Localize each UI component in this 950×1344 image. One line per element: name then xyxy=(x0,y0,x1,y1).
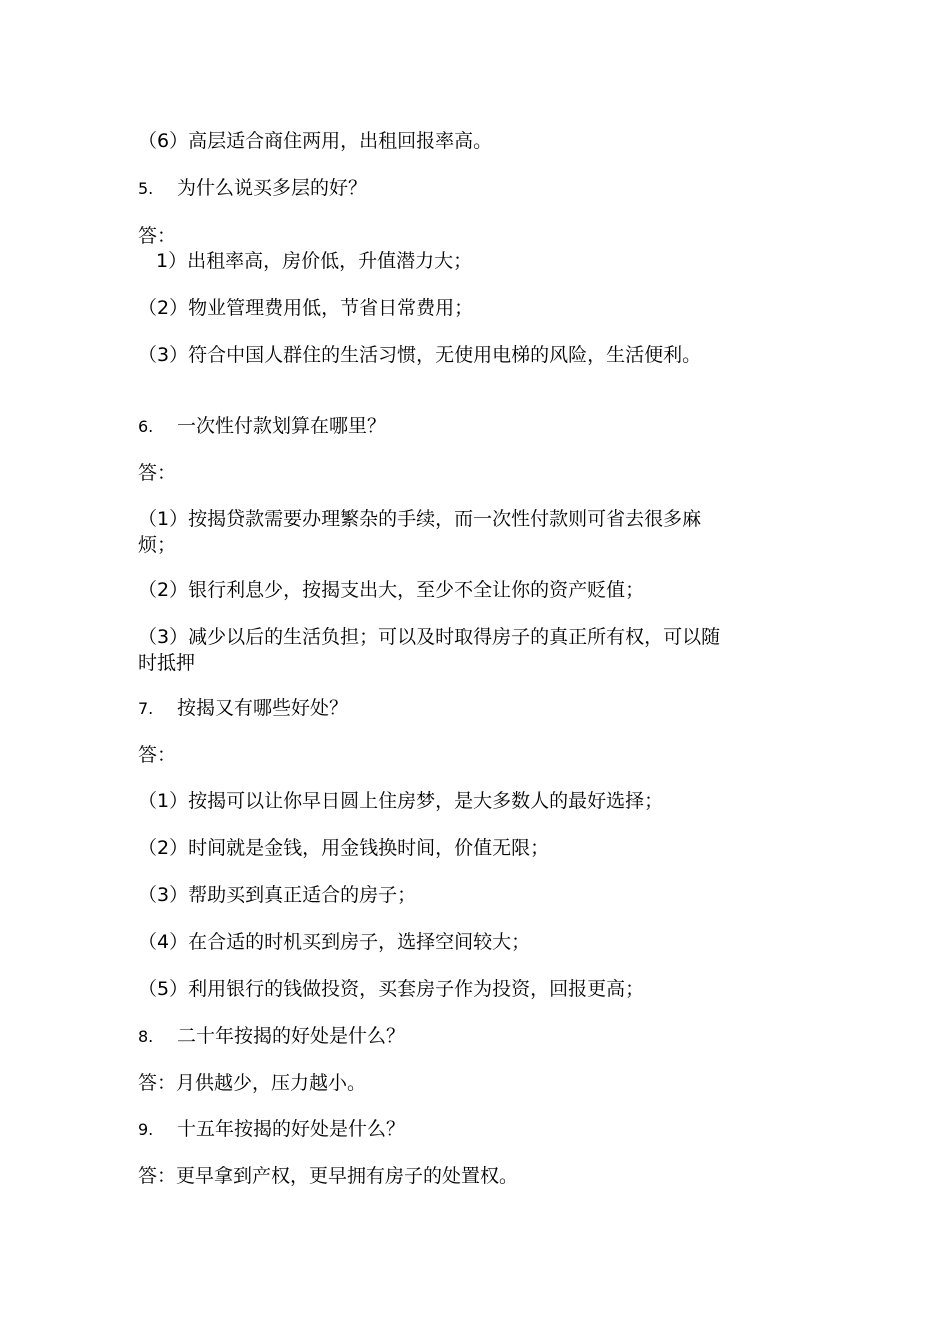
answer-item-7-4: （4）在合适的时机买到房子，选择空间较大； xyxy=(138,931,531,953)
answer-label: 答： xyxy=(138,225,177,247)
question-text: 二十年按揭的好处是什么？ xyxy=(177,1025,406,1047)
answer-item-7-3: （3）帮助买到真正适合的房子； xyxy=(138,884,417,906)
answer-label: 答： xyxy=(138,462,177,484)
answer-item-6-1: （1）按揭贷款需要办理繁杂的手续，而一次性付款则可省去很多麻烦； xyxy=(138,508,702,556)
answer-item-7-2: （2）时间就是金钱，用金钱换时间，价值无限； xyxy=(138,837,550,859)
question-text: 按揭又有哪些好处？ xyxy=(177,697,349,719)
question-5 xyxy=(138,175,738,202)
question-8 xyxy=(138,1023,738,1050)
answer-item-7-5: （5）利用银行的钱做投资，买套房子作为投资，回报更高； xyxy=(138,978,645,1000)
question-text: 一次性付款划算在哪里？ xyxy=(177,415,387,437)
question-number: 5. xyxy=(138,179,154,198)
answer-9: 答：更早拿到产权，更早拥有房子的处置权。 xyxy=(138,1165,519,1187)
answer-8: 答：月供越少，压力越小。 xyxy=(138,1072,367,1094)
question-number: 8. xyxy=(138,1027,154,1046)
answer-item-5-1: 1）出租率高，房价低，升值潜力大； xyxy=(156,250,473,272)
answer-item-4-6: （6）高层适合商住两用，出租回报率高。 xyxy=(138,130,493,152)
answer-item-6-3: （3）减少以后的生活负担；可以及时取得房子的真正所有权，可以随时抵押 xyxy=(138,626,721,674)
answer-item-6-2: （2）银行利息少，按揭支出大，至少不全让你的资产贬值； xyxy=(138,579,645,601)
question-9 xyxy=(138,1116,738,1143)
answer-item-5-3: （3）符合中国人群住的生活习惯，无使用电梯的风险，生活便利。 xyxy=(138,344,702,366)
question-number: 6. xyxy=(138,417,154,436)
question-text: 为什么说买多层的好？ xyxy=(177,177,368,199)
question-number: 9. xyxy=(138,1120,154,1139)
answer-item-7-1: （1）按揭可以让你早日圆上住房梦，是大多数人的最好选择； xyxy=(138,790,664,812)
question-7 xyxy=(138,695,738,722)
answer-item-5-2: （2）物业管理费用低，节省日常费用； xyxy=(138,297,474,319)
question-number: 7. xyxy=(138,699,154,718)
question-text: 十五年按揭的好处是什么？ xyxy=(177,1118,406,1140)
answer-label: 答： xyxy=(138,744,177,766)
question-6 xyxy=(138,413,738,440)
